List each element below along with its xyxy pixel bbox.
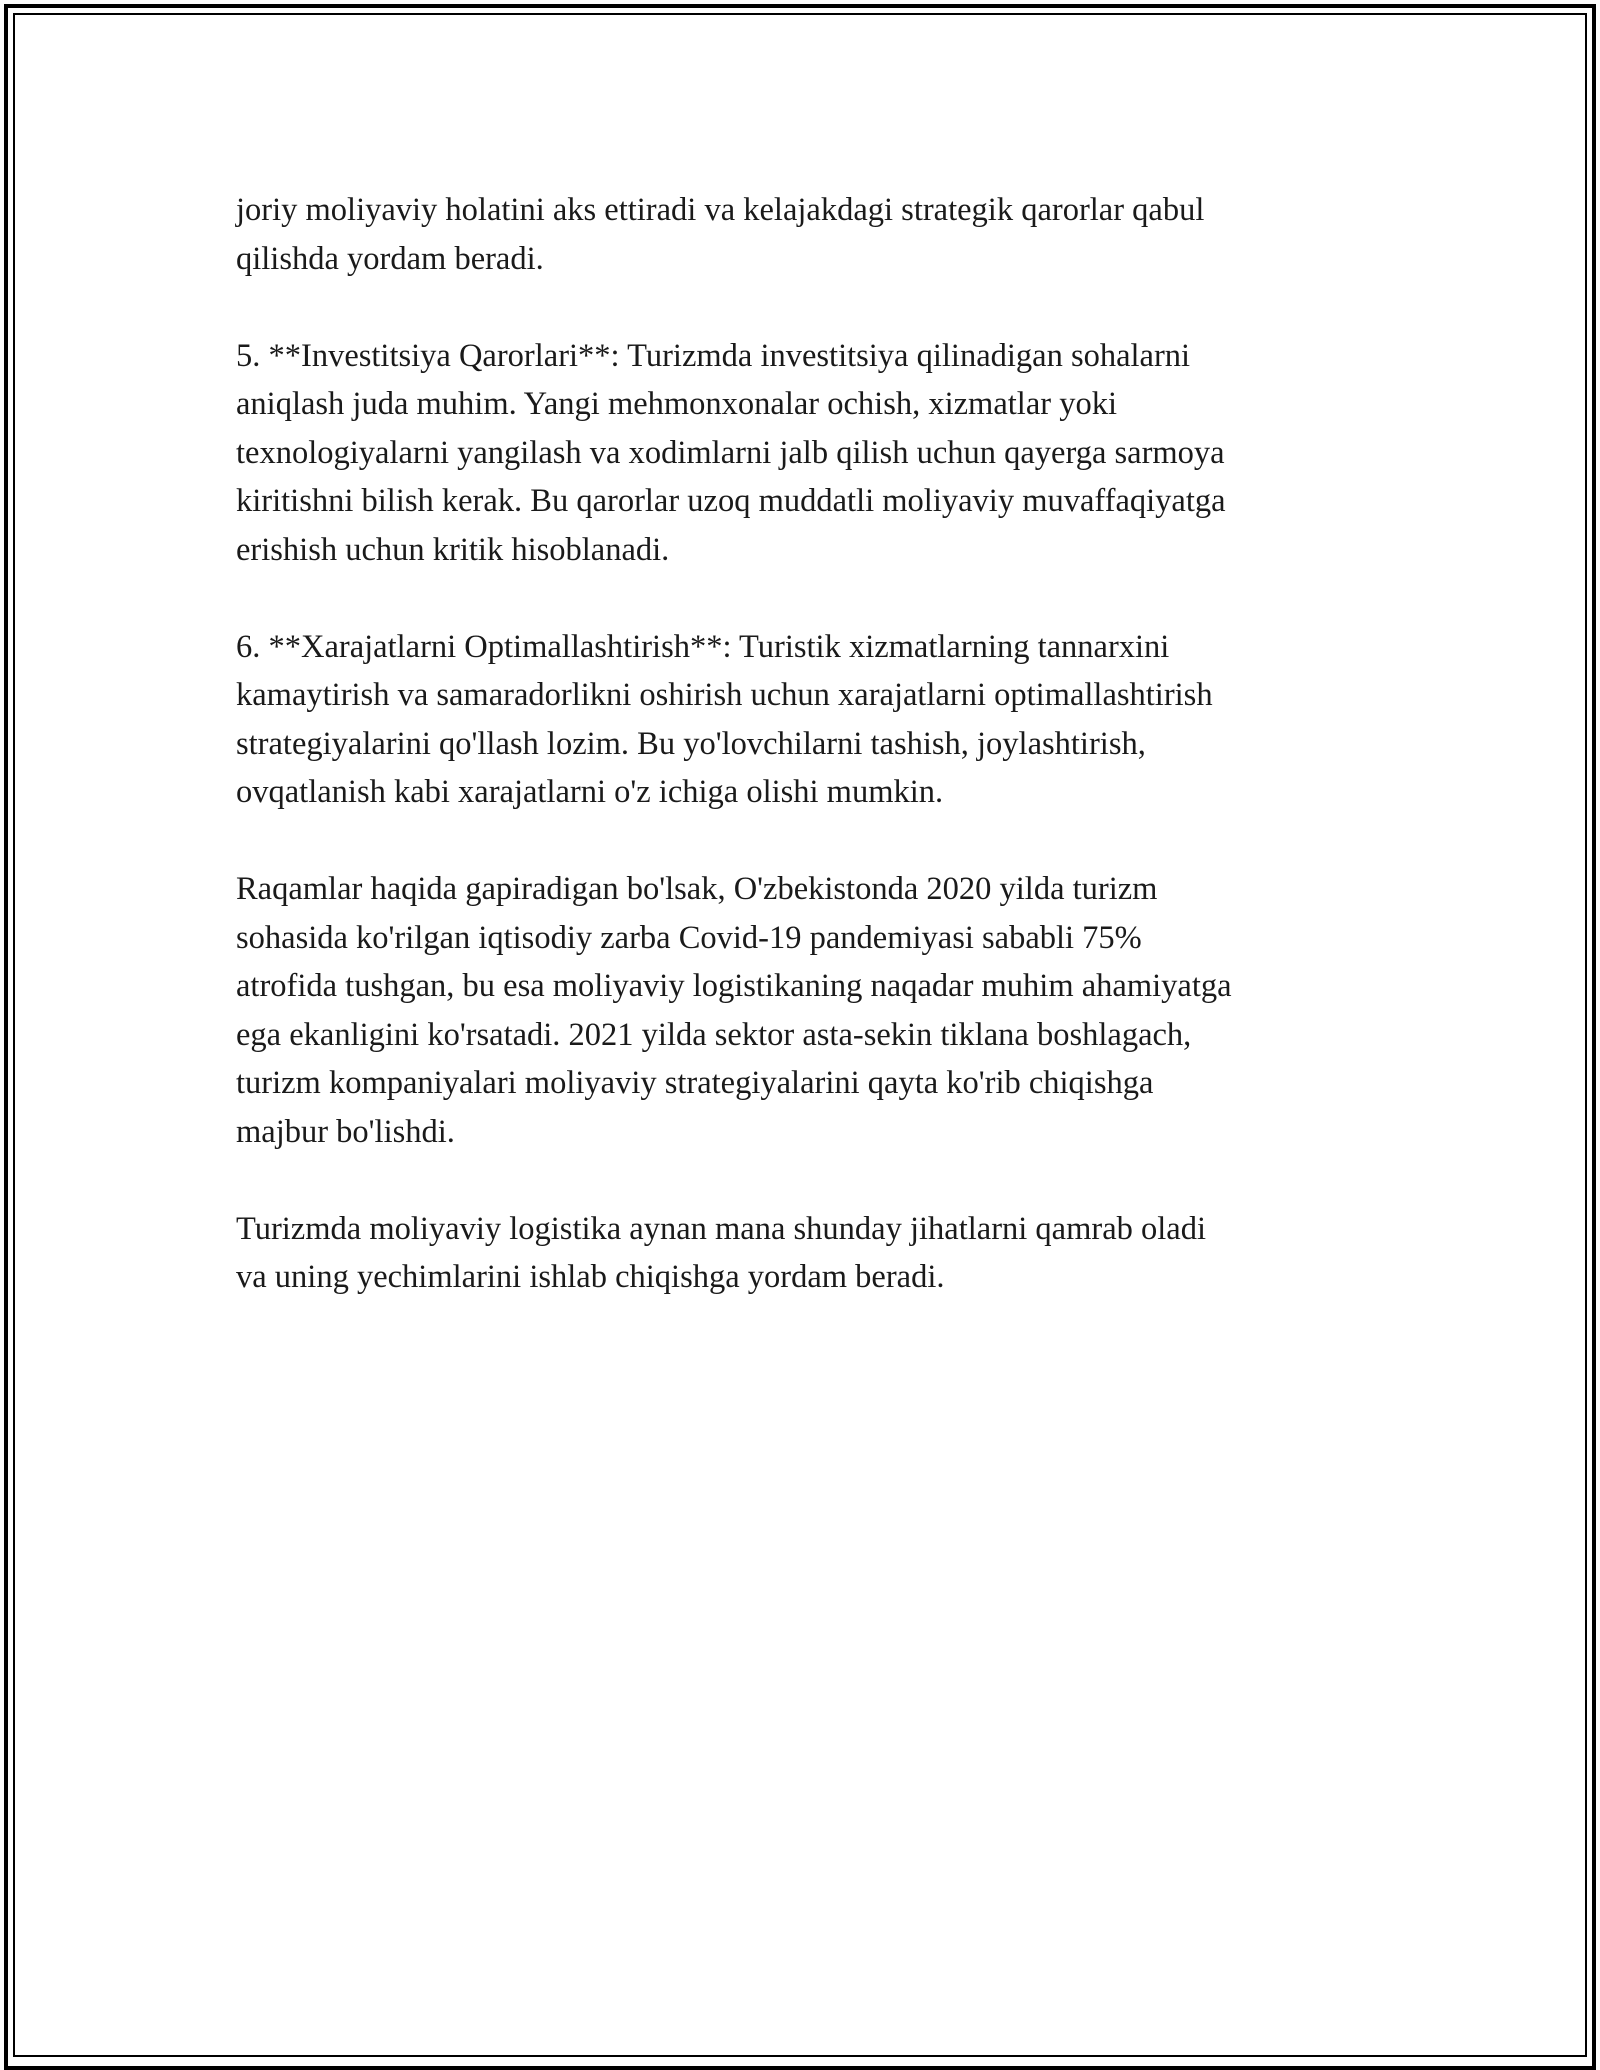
paragraph-cost-optimization: 6. **Xarajatlarni Optimallashtirish**: Turistik xizmatlarning tannarxini kamaytirish va samaradorlikni oshirish uchun xarajatlarni optimallashtirish strategiyalarini qo'llash lozim. Bu yo'lovchilarni tashish, joylashtirish, ovqatlanish kabi xarajatlarni o'z ichiga olishi mumkin. (236, 628, 1213, 810)
paragraph-investment-decisions: 5. **Investitsiya Qarorlari**: Turizmda investitsiya qilinadigan sohalarni aniqlash juda muhim. Yangi mehmonxonalar ochish, xizmatlar yoki texnologiyalarni yangilash va xodimlarni jalb qilish uchun qayerga sarmoya kiritishni bilish kerak. Bu qarorlar uzoq muddatli moliyaviy muvaffaqiyatga erishish uchun kritik hisoblanadi. (236, 337, 1226, 568)
document-body (236, 186, 1386, 1350)
paragraph-statistics: Raqamlar haqida gapiradigan bo'lsak, O'zbekistonda 2020 yilda turizm sohasida ko'rilgan iqtisodiy zarba Covid-19 pandemiyasi sababli 75% atrofida tushgan, bu esa moliyaviy logistikaning naqadar muhim ahamiyatga ega ekanligini ko'rsatadi. 2021 yilda sektor asta-sekin tiklana boshlagach, turizm kompaniyalari moliyaviy strategiyalarini qayta ko'rib chiqishga majbur bo'lishdi. (236, 871, 1232, 1150)
paragraph-continuation: joriy moliyaviy holatini aks ettiradi va kelajakdagi strategik qarorlar qabul qilishda yordam beradi. (236, 192, 1205, 277)
paragraph-conclusion: Turizmda moliyaviy logistika aynan mana shunday jihatlarni qamrab oladi va uning yechimlarini ishlab chiqishga yordam beradi. (236, 1210, 1206, 1295)
